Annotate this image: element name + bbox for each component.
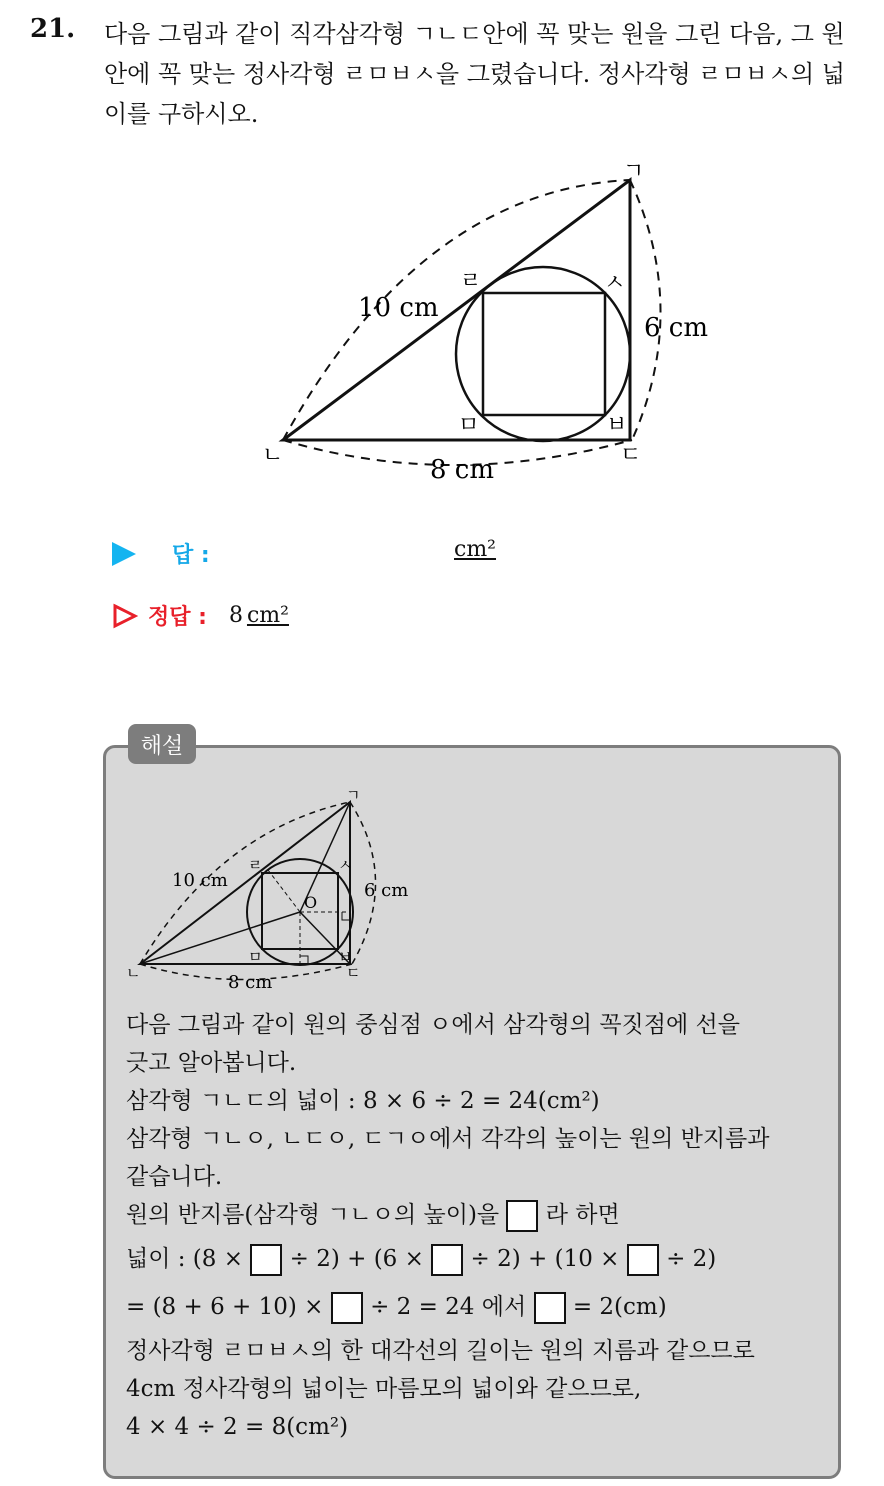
exp-line: 4cm 정사각형의 넓이는 마름모의 넓이와 같으므로, — [126, 1376, 642, 1402]
exp-line: 같습니다. — [126, 1164, 223, 1190]
blank-box — [331, 1292, 363, 1324]
explanation-text — [126, 1006, 826, 1446]
exp-line: 긋고 알아봅니다. — [126, 1050, 297, 1076]
label-s: ㅅ — [604, 271, 626, 296]
answer-label: 답 : — [172, 543, 210, 568]
exp-label-b: ㅂ — [338, 948, 353, 966]
exp-line: = (8 + 6 + 10) × ÷ 2 = 24 에서 = 2(cm) — [126, 1288, 826, 1332]
exp-label-s: ㅅ — [338, 856, 353, 874]
answer-unit: cm² — [454, 537, 497, 562]
exp-line: 정사각형 ㄹㅁㅂㅅ의 한 대각선의 길이는 원의 지름과 같으므로 — [126, 1338, 755, 1364]
exp-label-n: ㄴ — [126, 964, 141, 982]
exp-label-g: ㄱ — [346, 786, 361, 804]
blank-box — [431, 1244, 463, 1276]
label-base: 8 cm — [430, 455, 495, 485]
question-text: 다음 그림과 같이 직각삼각형 ㄱㄴㄷ안에 꼭 맞는 원을 그린 다음, 그 원 안에 꼭 맞는 정사각형 ㄹㅁㅂㅅ을 그렸습니다. 정사각형 ㄹㅁㅂㅅ의 넓이를 구하시오. — [104, 20, 845, 128]
blank-box — [627, 1244, 659, 1276]
play-icon — [112, 542, 136, 566]
blank-box — [250, 1244, 282, 1276]
label-n: ㄴ — [262, 443, 284, 468]
label-m: ㅁ — [458, 413, 480, 438]
label-hyp: 10 cm — [358, 293, 439, 323]
exp-line: 삼각형 ㄱㄴㄷ의 넓이 : 8 × 6 ÷ 2 = 24(cm²) — [126, 1088, 600, 1114]
exp-line: 넓이 : (8 × ÷ 2) + (6 × ÷ 2) + (10 × ÷ 2) — [126, 1240, 826, 1288]
exp-label-m: ㅁ — [248, 948, 263, 966]
question-number: 21. — [30, 14, 76, 44]
blank-box — [534, 1292, 566, 1324]
exp-label-vert: 6 cm — [364, 880, 409, 901]
exp-line: 4 × 4 ÷ 2 = 8(cm²) — [126, 1414, 349, 1440]
exp-label-r: ㄹ — [248, 856, 263, 874]
blank-box — [506, 1200, 538, 1232]
triangle-figure — [250, 150, 730, 490]
correct-value: 8 — [228, 603, 243, 628]
correct-row — [112, 600, 289, 631]
exp-label-d: ㄷ — [346, 964, 361, 982]
explanation-tag: 해설 — [128, 724, 196, 764]
exp-label-base: 8 cm — [228, 972, 273, 993]
label-vert: 6 cm — [644, 313, 709, 343]
exp-line: 삼각형 ㄱㄴㅇ, ㄴㄷㅇ, ㄷㄱㅇ에서 각각의 높이는 원의 반지름과 — [126, 1126, 770, 1152]
exp-line: 원의 반지름(삼각형 ㄱㄴㅇ의 높이)을 라 하면 — [126, 1196, 826, 1240]
correct-unit: cm² — [246, 603, 289, 628]
label-d: ㄷ — [620, 443, 642, 468]
exp-line: 다음 그림과 같이 원의 중심점 ㅇ에서 삼각형의 꼭짓점에 선을 — [126, 1012, 740, 1038]
exp-label-o: O — [304, 893, 318, 912]
explanation-figure — [120, 785, 420, 995]
answer-row — [112, 538, 210, 569]
label-g: ㄱ — [623, 159, 645, 184]
exp-label-hyp: 10 cm — [172, 870, 228, 891]
label-r: ㄹ — [460, 269, 482, 294]
play-outline-icon — [112, 603, 138, 629]
label-b: ㅂ — [606, 413, 628, 438]
correct-label: 정답 : — [148, 605, 207, 630]
